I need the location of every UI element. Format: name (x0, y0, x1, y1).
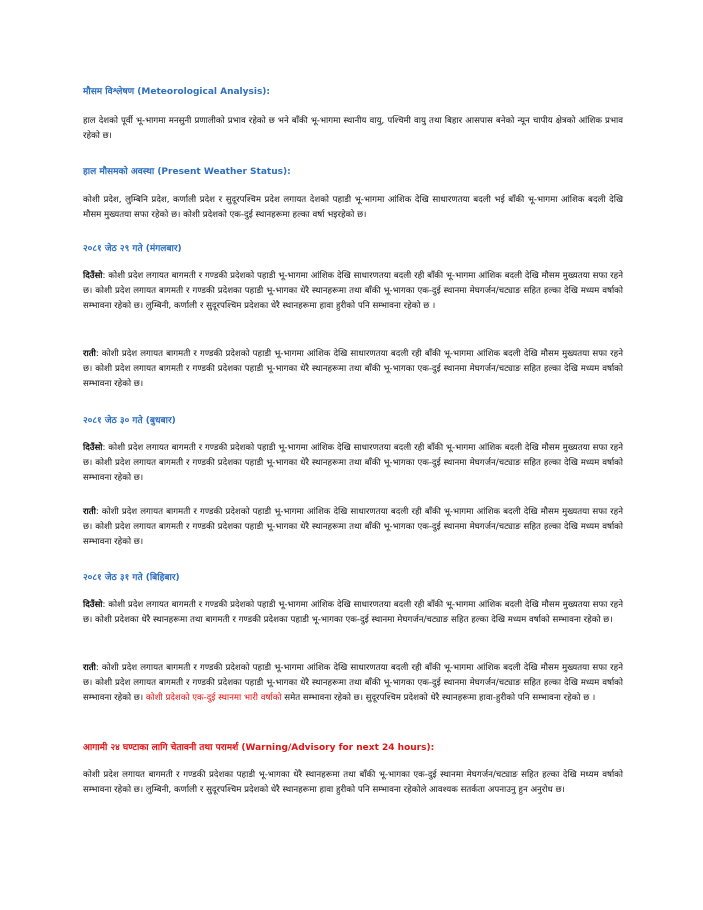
day3-date-heading: २०८१ जेठ ३१ गते (बिहिबार) (83, 573, 180, 583)
day2-night-forecast (83, 505, 623, 550)
day3-daytime-forecast (83, 598, 623, 628)
night-label: राती (83, 507, 96, 517)
present-weather-heading: हाल मौसमको अवस्था (Present Weather Status): (83, 167, 291, 177)
night-label: राती (83, 663, 96, 673)
warning-advisory-text: कोशी प्रदेश लगायत बागमती र गण्डकी प्रदेशका पहाडी भू-भागका धेरै स्थानहरूमा तथा बाँकी भू-भागका एक-दुई स्थानमा मेघगर्जन/चट्याङ सहित हल्का देखि मध्यम वर्षाको सम्भावना रहेको छ। लुम्बिनी, कर्णाली र सुदूरपश्चिम प्रदेशको धेरै स्थानहरूमा हावा हुरीको पनि सम्भावना रहेकोले आवश्यक सतर्कता अपनाउनु हुन अनुरोध छ। (83, 770, 623, 795)
night-text: : कोशी प्रदेश लगायत बागमती र गण्डकी प्रदेशको पहाडी भू-भागमा आंशिक देखि साधारणतया बदली रही बाँकी भू-भागमा आंशिक बदली देखि मौसम मुख्यतया सफा रहने छ। कोशी प्रदेश लगायत बागमती र गण्डकी प्रदेशका पहाडी भू-भागका धेरै स्थानहरूमा तथा बाँकी भू-भागका एक-दुई स्थानमा मेघगर्जन/चट्याङ सहित हल्का देखि मध्यम वर्षाको सम्भावना रहेको छ। (83, 663, 623, 703)
daytime-label: दिउँसो (83, 600, 103, 610)
night-label: राती (83, 349, 96, 359)
heavy-rain-alert-text: कोशी प्रदेशको एक-दुई स्थानमा भारी वर्षाको (145, 693, 282, 703)
day3-night-forecast (83, 661, 623, 706)
day2-date-heading: २०८१ जेठ ३० गते (बुधबार) (83, 416, 176, 426)
night-text-continued: समेत सम्भावना रहेको छ। सुदूरपश्चिम प्रदेशको धेरै स्थानहरूमा हावा-हुरीको पनि सम्भावना रहेको छ । (281, 693, 596, 703)
present-weather-text: कोशी प्रदेश, लुम्बिनि प्रदेश, कर्णाली प्रदेश र सुदूरपश्चिम प्रदेश लगायत देशको पहाडी भू-भागमा आंशिक देखि साधारणतया बदली भई बाँकी भू-भागमा आंशिक बदली देखि मौसम मुख्यतया सफा रहेको छ। कोशी प्रदेशको एक-दुई स्थानहरूमा हल्का वर्षा भइरहेको छ। (83, 195, 623, 220)
night-text: : कोशी प्रदेश लगायत बागमती र गण्डकी प्रदेशको पहाडी भू-भागमा आंशिक देखि साधारणतया बदली रही बाँकी भू-भागमा आंशिक बदली देखि मौसम मुख्यतया सफा रहने छ। कोशी प्रदेश लगायत बागमती र गण्डकी प्रदेशका पहाडी भू-भागका धेरै स्थानहरूमा तथा बाँकी भू-भागका एक-दुई स्थानमा मेघगर्जन/चट्याङ सहित हल्का देखि मध्यम वर्षाको सम्भावना रहेको छ। (83, 349, 623, 389)
daytime-text: : कोशी प्रदेश लगायत बागमती र गण्डकी प्रदेशको पहाडी भू-भागमा आंशिक देखि साधारणतया बदली रही बाँकी भू-भागमा आंशिक बदली देखि मौसम मुख्यतया सफा रहने छ। कोशी प्रदेश लगायत बागमती र गण्डकी प्रदेशका पहाडी भू-भागका धेरै स्थानहरूमा तथा बाँकी भू-भागका एक-दुई स्थानमा मेघगर्जन/चट्याङ सहित हल्का देखि मध्यम वर्षाको सम्भावना रहेको छ। (83, 443, 623, 483)
daytime-text: : कोशी प्रदेश लगायत बागमती र गण्डकी प्रदेशको पहाडी भू-भागमा आंशिक देखि साधारणतया बदली रही बाँकी भू-भागमा आंशिक बदली देखि मौसम मुख्यतया सफा रहने छ। कोशी प्रदेश लगायत बागमती र गण्डकी प्रदेशका पहाडी भू-भागका धेरै स्थानहरूमा तथा बाँकी भू-भागका एक-दुई स्थानमा मेघगर्जन/चट्याङ सहित हल्का देखि मध्यम वर्षाको सम्भावना रहेको छ। लुम्बिनी, कर्णाली र सुदूरपश्चिम प्रदेशका धेरै स्थानहरूमा हावा हुरीको पनि सम्भावना रहेको छ । (83, 271, 623, 311)
night-text: : कोशी प्रदेश लगायत बागमती र गण्डकी प्रदेशको पहाडी भू-भागमा आंशिक देखि साधारणतया बदली रही बाँकी भू-भागमा आंशिक बदली देखि मौसम मुख्यतया सफा रहने छ। कोशी प्रदेश लगायत बागमती र गण्डकी प्रदेशका पहाडी भू-भागका धेरै स्थानहरूमा तथा बाँकी भू-भागका एक-दुई स्थानमा मेघगर्जन/चट्याङ सहित हल्का देखि मध्यम वर्षाको सम्भावना रहेको छ। (83, 507, 623, 547)
meteorological-analysis-heading: मौसम विश्लेषण (Meteorological Analysis): (83, 87, 271, 97)
meteorological-analysis-text: हाल देशको पूर्वी भू-भागमा मनसुनी प्रणालीको प्रभाव रहेको छ भने बाँकी भू-भागमा स्थानीय वायु, पश्चिमी वायु तथा बिहार आसपास बनेको न्यून चापीय क्षेत्रको आंशिक प्रभाव रहेको छ। (83, 116, 623, 141)
daytime-label: दिउँसो (83, 271, 103, 281)
day1-date-heading: २०८१ जेठ २९ गते (मंगलबार) (83, 244, 182, 254)
day2-daytime-forecast (83, 441, 623, 486)
warning-advisory-heading: आगामी २४ घण्टाका लागि चेतावनी तथा परामर्श (Warning/Advisory for next 24 hours): (83, 743, 435, 753)
day1-night-forecast (83, 347, 623, 392)
daytime-label: दिउँसो (83, 443, 103, 453)
daytime-text: : कोशी प्रदेश लगायत बागमती र गण्डकी प्रदेशको पहाडी भू-भागमा आंशिक देखि साधारणतया बदली रही बाँकी भू-भागमा आंशिक बदली देखि मौसम मुख्यतया सफा रहने छ। कोशी प्रदेशका धेरै स्थानहरूमा तथा बागमती र गण्डकी प्रदेशका पहाडी भू-भागका एक-दुई स्थानमा मेघगर्जन/चट्याङ सहित हल्का देखि मध्यम वर्षाको सम्भावना रहेको छ। (83, 600, 623, 625)
day1-daytime-forecast (83, 269, 623, 314)
